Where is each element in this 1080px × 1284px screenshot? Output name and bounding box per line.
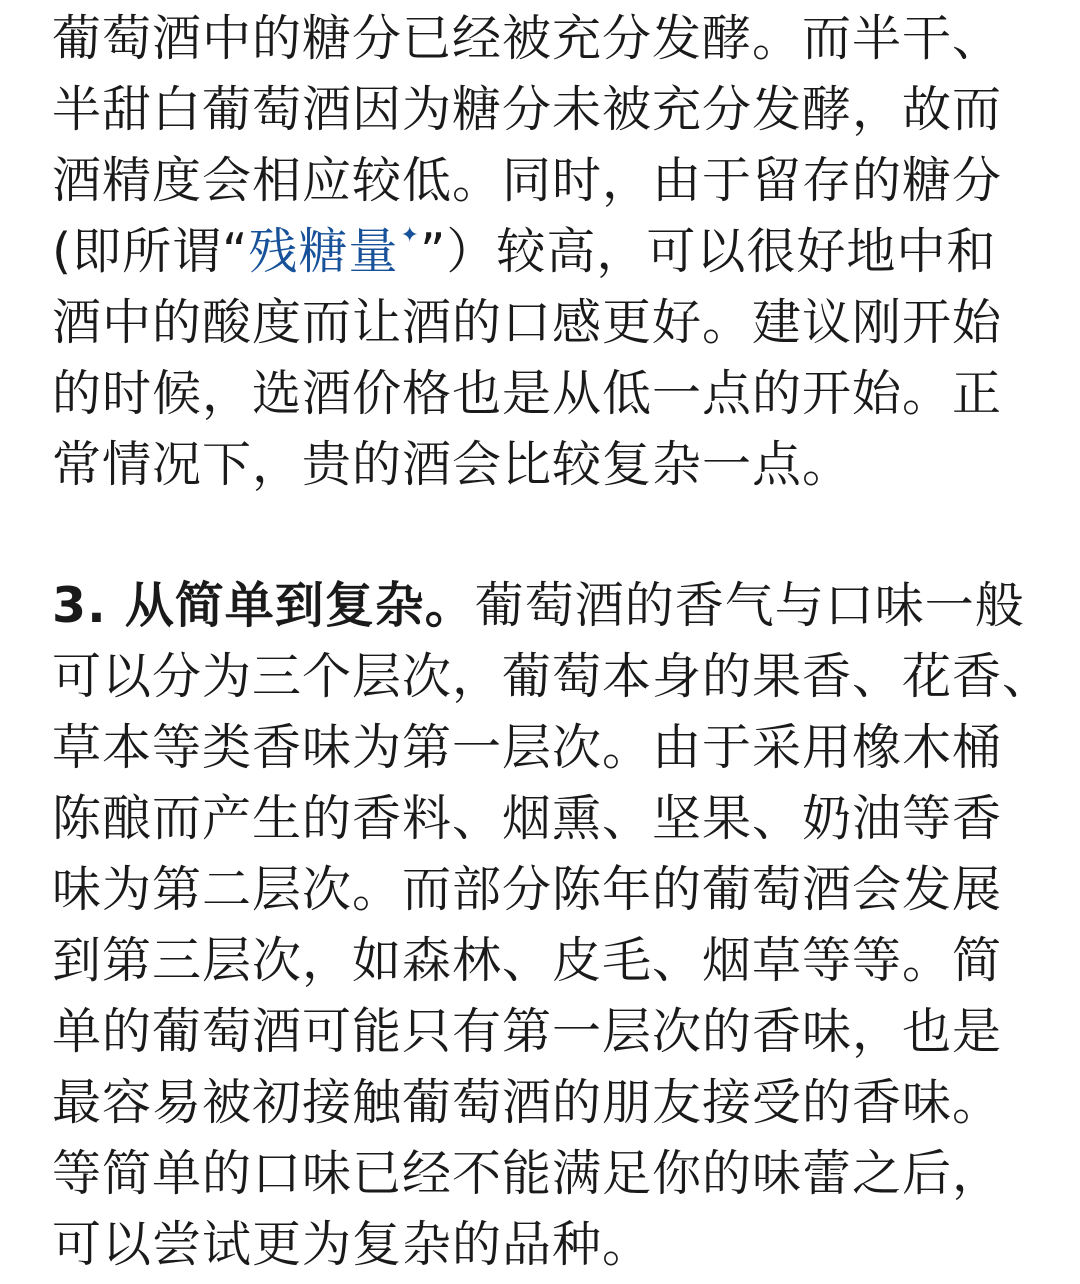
text-line: 单的葡萄酒可能只有第一层次的香味，也是 [52,1003,1003,1060]
text-fragment: (即所谓“ [52,223,249,280]
text-line: 酒中的酸度而让酒的口感更好。建议刚开始 [52,294,1003,351]
text-fragment: ”）较高，可以很好地中和 [419,223,997,280]
text-line-with-heading [52,570,1062,641]
sparkle-icon: ✦ [400,223,420,248]
text-line: 可以分为三个层次，葡萄本身的果香、花香、 [52,648,1053,705]
text-line: 酒精度会相应较低。同时，由于留存的糖分 [52,152,1003,209]
article-body [52,0,1062,1280]
text-line: 半甜白葡萄酒因为糖分未被充分发酵，故而 [52,81,1003,138]
text-line: 最容易被初接触葡萄酒的朋友接受的香味。 [52,1074,1003,1131]
text-fragment: 葡萄酒的香气与口味一般 [474,577,1025,634]
text-line: 陈酿而产生的香料、烟熏、坚果、奶油等香 [52,790,1003,847]
text-line: 草本等类香味为第一层次。由于采用橡木桶 [52,719,1003,776]
residual-sugar-link[interactable] [249,223,420,280]
text-line: 味为第二层次。而部分陈年的葡萄酒会发展 [52,861,1003,918]
text-line: 的时候，选酒价格也是从低一点的开始。正 [52,365,1003,422]
residual-sugar-link-label: 残糖量 [248,223,399,280]
text-line: 可以尝试更为复杂的品种。 [52,1216,653,1273]
text-line: 等简单的口味已经不能满足你的味蕾之后， [52,1145,1003,1202]
paragraph-simple-to-complex [52,570,1062,1280]
paragraph-sugar-content [52,0,1062,500]
text-line: 葡萄酒中的糖分已经被充分发酵。而半干、 [52,10,1003,67]
section-heading: 3. 从简单到复杂。 [52,577,475,634]
text-line: 常情况下，贵的酒会比较复杂一点。 [52,436,853,493]
text-line: 到第三层次，如森林、皮毛、烟草等等。简 [52,932,1003,989]
text-line-with-link [52,216,1062,287]
paragraph-spacer [52,500,1062,570]
